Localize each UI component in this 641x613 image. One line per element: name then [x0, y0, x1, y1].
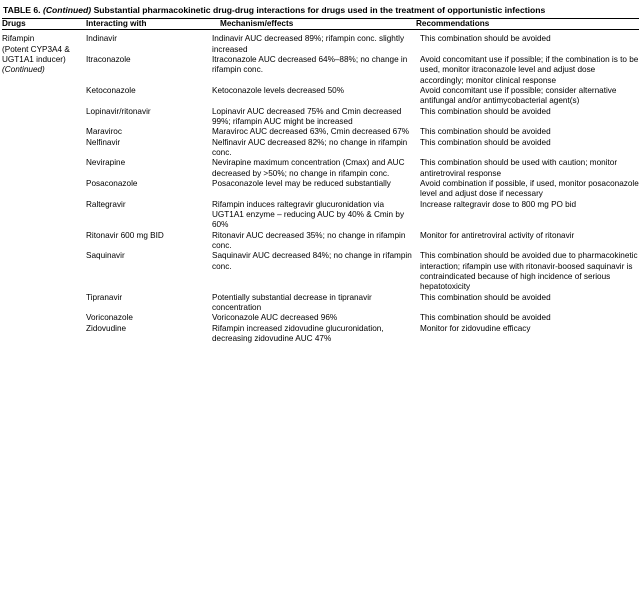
recommendation: Avoid concomitant use if possible; consider alternative antifungal and/or antimycobacterial agent(s): [420, 85, 617, 106]
interacting-drug: Saquinavir: [86, 251, 125, 261]
table-row: [2, 324, 639, 345]
table-row: [2, 251, 639, 292]
mechanism-effect: Ritonavir AUC decreased 35%; no change in rifampin conc.: [212, 230, 406, 250]
mechanism-effect: Lopinavir AUC decreased 75% and Cmin decreased 99%; rifampin AUC might be increased: [212, 106, 402, 126]
interacting-drug: Nevirapine: [86, 158, 126, 168]
mechanism-effect: Rifampin induces raltegravir glucuronidation via UGT1A1 enzyme – reducing AUC by 40% & Cmin by 60%: [212, 199, 405, 230]
interacting-drug: Voriconazole: [86, 313, 133, 323]
drug-group-name: Rifampin: [2, 34, 35, 44]
drug-group-subtitle: (Potent CYP3A4 & UGT1A1 inducer): [2, 44, 70, 64]
recommendation: Avoid combination if possible, if used, monitor posaconazole level and adjust dose if necessary: [420, 178, 639, 199]
table-row: [2, 158, 639, 179]
recommendation: Monitor for antiretroviral activity of ritonavir: [420, 230, 575, 240]
column-header-drugs: Drugs: [2, 19, 86, 30]
recommendation: This combination should be used with caution; monitor antiretroviral response: [420, 158, 618, 178]
interacting-drug: Itraconazole: [86, 54, 131, 64]
table-continued-marker: (Continued): [42, 5, 92, 15]
table-caption: [2, 4, 639, 18]
recommendation: Monitor for zidovudine efficacy: [420, 323, 531, 333]
interacting-drug: Posaconazole: [86, 178, 138, 188]
recommendation: Increase raltegravir dose to 800 mg PO bid: [420, 199, 577, 209]
table-row: [2, 86, 639, 107]
interacting-drug: Raltegravir: [86, 199, 126, 209]
mechanism-effect: Maraviroc AUC decreased 63%, Cmin decreased 67%: [212, 127, 410, 137]
recommendation: This combination should be avoided: [420, 313, 551, 323]
table-row: [2, 127, 639, 137]
mechanism-effect: Saquinavir AUC decreased 84%; no change in rifampin conc.: [212, 251, 412, 271]
mechanism-effect: Voriconazole AUC decreased 96%: [212, 313, 338, 323]
table-row: [2, 200, 639, 231]
table-label: TABLE 6.: [3, 5, 41, 15]
interacting-drug: Zidovudine: [86, 323, 127, 333]
interacting-drug: Lopinavir/ritonavir: [86, 106, 151, 116]
table-row: [2, 55, 639, 86]
interacting-drug: Ritonavir 600 mg BID: [86, 230, 164, 240]
interacting-drug: Tipranavir: [86, 292, 123, 302]
table-header: [2, 19, 639, 30]
interacting-drug: Ketoconazole: [86, 85, 136, 95]
table-row: [2, 179, 639, 200]
column-header-interacting-with: Interacting with: [86, 19, 208, 30]
table-row: [2, 313, 639, 323]
recommendation: This combination should be avoided due to pharmacokinetic interaction; rifampin use with ritonavir-boosed saquinavir is contraindicated because of high incidence of serious hepatotoxicity: [420, 251, 638, 292]
table-header-row: [2, 19, 639, 30]
table-body: [2, 30, 639, 344]
drug-interaction-table: [2, 18, 639, 344]
mechanism-effect: Potentially substantial decrease in tipranavir concentration: [212, 292, 372, 312]
interacting-drug: Nelfinavir: [86, 137, 121, 147]
column-header-mechanism-effects: Mechanism/effects: [208, 19, 416, 30]
mechanism-effect: Nelfinavir AUC decreased 82%; no change in rifampin conc.: [212, 137, 408, 157]
interacting-drug: Indinavir: [86, 34, 117, 44]
column-header-recommendations: Recommendations: [416, 19, 639, 30]
mechanism-effect: Rifampin increased zidovudine glucuronidation, decreasing zidovudine AUC 47%: [212, 323, 384, 343]
table-row: [2, 138, 639, 159]
table-row: [2, 107, 639, 128]
table-caption-text: Substantial pharmacokinetic drug-drug interactions for drugs used in the treatment of opportunistic infections: [93, 5, 546, 15]
table-row: [2, 30, 639, 55]
mechanism-effect: Nevirapine maximum concentration (Cmax) and AUC decreased by >50%; no change in rifampin conc.: [212, 158, 405, 178]
recommendation: This combination should be avoided: [420, 137, 551, 147]
mechanism-effect: Posaconazole level may be reduced substantially: [212, 178, 391, 188]
drug-group-continued: (Continued): [2, 65, 45, 75]
recommendation: This combination should be avoided: [420, 292, 551, 302]
mechanism-effect: Itraconazole AUC decreased 64%–88%; no change in rifampin conc.: [212, 54, 408, 75]
drug-group-cell: [2, 30, 86, 344]
recommendation: Avoid concomitant use if possible; if the combination is to be used, monitor itraconazole level and adjust dose accordingly; monitor clinical response: [420, 54, 639, 85]
recommendation: This combination should be avoided: [420, 34, 551, 44]
mechanism-effect: Indinavir AUC decreased 89%; rifampin conc. slightly increased: [212, 34, 405, 54]
recommendation: This combination should be avoided: [420, 127, 551, 137]
interacting-drug: Maraviroc: [86, 127, 122, 137]
recommendation: This combination should be avoided: [420, 106, 551, 116]
mechanism-effect: Ketoconazole levels decreased 50%: [212, 85, 344, 95]
table-row: [2, 293, 639, 314]
table-row: [2, 231, 639, 252]
